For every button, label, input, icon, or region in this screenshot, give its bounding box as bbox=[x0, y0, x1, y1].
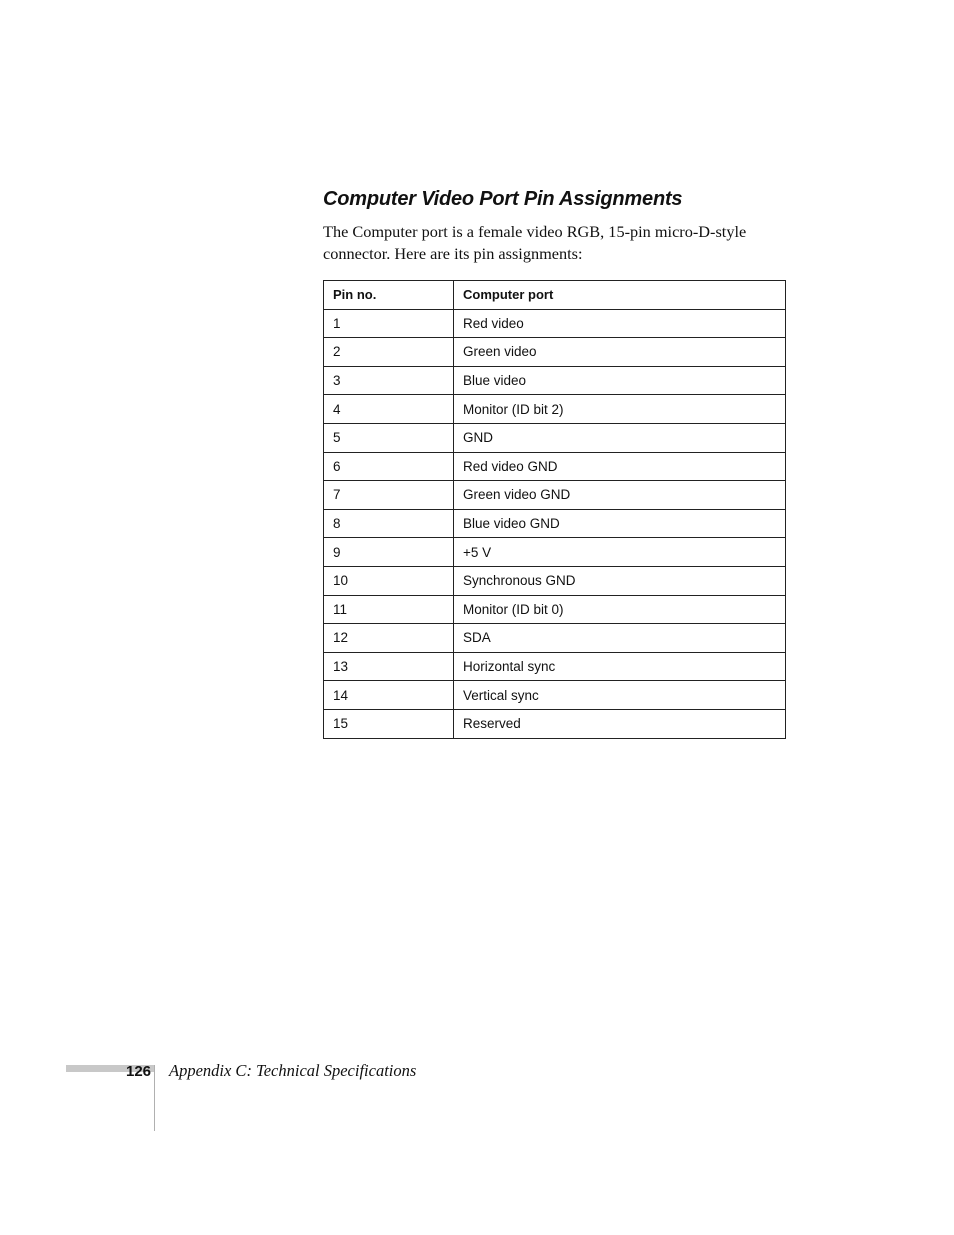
pin-signal-cell: Vertical sync bbox=[454, 681, 786, 710]
pin-signal-cell: Red video GND bbox=[454, 452, 786, 481]
page-number: 126 bbox=[126, 1063, 152, 1080]
pin-signal-cell: Blue video bbox=[454, 366, 786, 395]
pin-number-cell: 4 bbox=[324, 395, 454, 424]
header-computer-port: Computer port bbox=[454, 281, 786, 310]
pin-number-cell: 1 bbox=[324, 309, 454, 338]
pin-signal-cell: Reserved bbox=[454, 709, 786, 738]
pin-signal-cell: Monitor (ID bit 2) bbox=[454, 395, 786, 424]
pin-number-cell: 15 bbox=[324, 709, 454, 738]
section-title: Computer Video Port Pin Assignments bbox=[323, 188, 683, 210]
pin-number-cell: 6 bbox=[324, 452, 454, 481]
pin-signal-cell: Synchronous GND bbox=[454, 566, 786, 595]
pin-number-cell: 5 bbox=[324, 423, 454, 452]
pin-number-cell: 12 bbox=[324, 624, 454, 653]
table-body bbox=[324, 309, 786, 738]
table-row bbox=[324, 509, 786, 538]
table-row bbox=[324, 681, 786, 710]
table-row bbox=[324, 395, 786, 424]
pin-signal-cell: GND bbox=[454, 423, 786, 452]
pin-number-cell: 14 bbox=[324, 681, 454, 710]
pin-signal-cell: Green video GND bbox=[454, 481, 786, 510]
pin-number-cell: 9 bbox=[324, 538, 454, 567]
table-row bbox=[324, 338, 786, 367]
table-header-row bbox=[324, 281, 786, 310]
pin-number-cell: 3 bbox=[324, 366, 454, 395]
pin-number-cell: 10 bbox=[324, 566, 454, 595]
table-row bbox=[324, 423, 786, 452]
footer-chapter-title: Appendix C: Technical Specifications bbox=[169, 1061, 417, 1080]
table-row bbox=[324, 309, 786, 338]
pin-number-cell: 8 bbox=[324, 509, 454, 538]
pin-signal-cell: Monitor (ID bit 0) bbox=[454, 595, 786, 624]
table-row bbox=[324, 652, 786, 681]
table-row bbox=[324, 624, 786, 653]
pin-signal-cell: Green video bbox=[454, 338, 786, 367]
table-row bbox=[324, 566, 786, 595]
pin-number-cell: 13 bbox=[324, 652, 454, 681]
pin-signal-cell: +5 V bbox=[454, 538, 786, 567]
header-pin-no: Pin no. bbox=[324, 281, 454, 310]
table-row bbox=[324, 366, 786, 395]
table-row bbox=[324, 452, 786, 481]
pin-number-cell: 7 bbox=[324, 481, 454, 510]
table-row bbox=[324, 481, 786, 510]
pin-assignment-table bbox=[323, 280, 786, 739]
pin-signal-cell: SDA bbox=[454, 624, 786, 653]
pin-number-cell: 11 bbox=[324, 595, 454, 624]
table-row bbox=[324, 595, 786, 624]
pin-signal-cell: Horizontal sync bbox=[454, 652, 786, 681]
intro-paragraph: The Computer port is a female video RGB, 15-pin micro-D-style connector. Here are its pin assignments: bbox=[323, 222, 747, 263]
pin-signal-cell: Blue video GND bbox=[454, 509, 786, 538]
pin-number-cell: 2 bbox=[324, 338, 454, 367]
table-row bbox=[324, 538, 786, 567]
footer-rule bbox=[154, 1065, 155, 1131]
table-row bbox=[324, 709, 786, 738]
pin-signal-cell: Red video bbox=[454, 309, 786, 338]
